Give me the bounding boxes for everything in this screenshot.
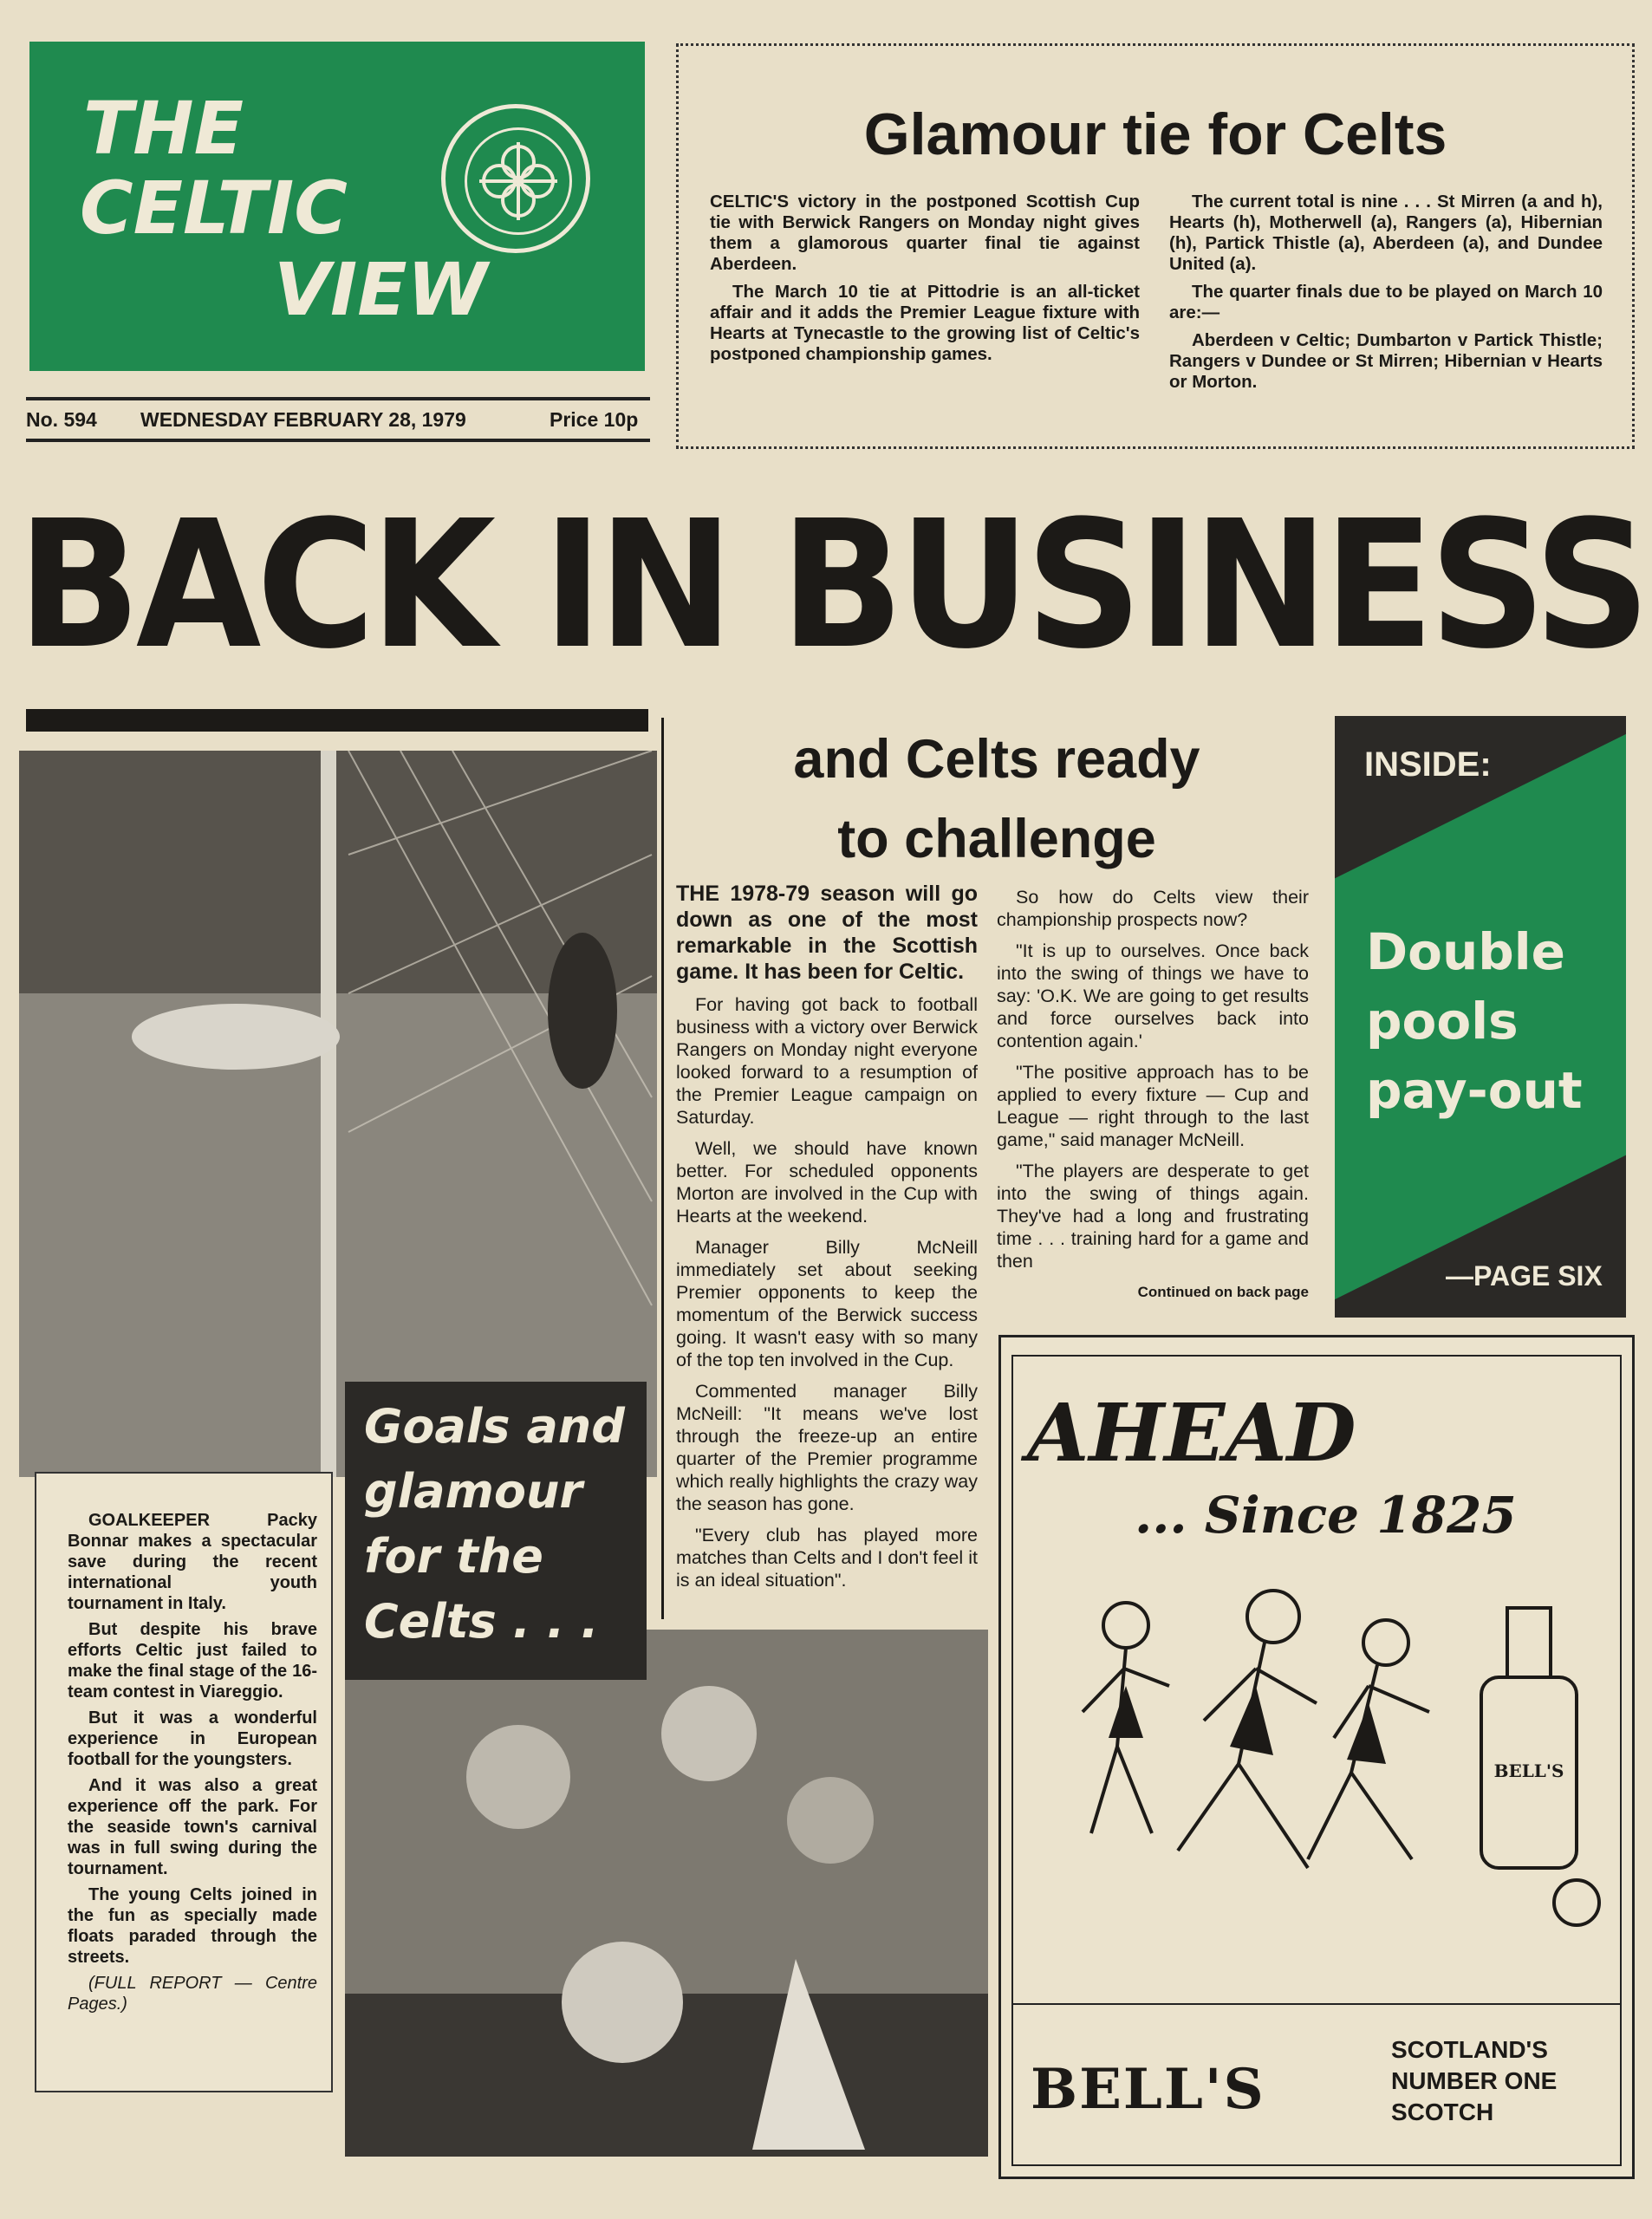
masthead-line-2: CELTIC (80, 166, 348, 251)
continued-note: Continued on back page (1137, 1284, 1309, 1300)
inside-headline (1366, 917, 1617, 1125)
photo-caption-box (35, 1472, 333, 2092)
section-rule (26, 709, 648, 732)
carnival-float-photo (345, 1630, 988, 2157)
advert-ahead: AHEAD (1027, 1386, 1356, 1480)
goals-line-2: glamour (364, 1464, 583, 1519)
story-col1-para-1: For having got back to football business with a victory over Berwick Rangers on Monday night everyone looked forward to a resumption of the Premier League campaign on Saturday. (676, 994, 978, 1128)
inside-label: INSIDE: (1364, 745, 1492, 784)
story-col2-para-4: "The players are desperate to get into the swing of things again. They've had a long and frustrating time . . . training hard for a game and then (997, 1161, 1309, 1272)
bells-advert (998, 1335, 1635, 2179)
goals-glamour-box (345, 1382, 647, 1680)
story-lead: THE 1978-79 season will go down as one of the most remarkable in the Scottish game. It has been for Celtic. (676, 882, 978, 984)
glamour-col1-para-1: CELTIC'S victory in the postponed Scottish Cup tie with Berwick Rangers on Monday night gives them a glamorous quarter final tie against Aberdeen. (710, 192, 1140, 274)
issue-info-bar (26, 397, 650, 442)
bottle-label: BELL'S (1493, 1760, 1564, 1781)
story-column-2 (997, 886, 1309, 1304)
inside-promo-box (1335, 716, 1626, 1318)
masthead-line-1: THE (83, 86, 244, 171)
subheadline-line-2: to challenge (837, 809, 1156, 869)
glamour-col2-para-3: Aberdeen v Celtic; Dumbarton v Partick Thistle; Rangers v Dundee or St Mirren; Hibernian v Hearts or Morton. (1169, 330, 1603, 392)
goals-line-4: Celts . . . (364, 1594, 599, 1649)
subheadline (676, 719, 1317, 879)
caption-para-2: But despite his brave efforts Celtic just failed to make the final stage of the 16-team contest in Viareggio. (68, 1620, 317, 1702)
story-col1-para-3: Manager Billy McNeill immediately set about seeking Premier opponents to keep the momentum of the Berwick success going. It wasn't easy with so many of the top ten involved in the Cup. (676, 1237, 978, 1370)
inside-line-2: pools (1366, 992, 1519, 1051)
advert-brand: BELL'S (1031, 2057, 1265, 2122)
glamour-col2-para-2: The quarter finals due to be played on March 10 are:— (1169, 282, 1603, 322)
masthead (29, 42, 645, 371)
glamour-col1-para-2: The March 10 tie at Pittodrie is an all-ticket affair and it adds the Premier League fixture with Hearts at Tynecastle to the growing list of Celtic's postponed championship games. (710, 282, 1140, 364)
issue-price: Price 10p (550, 408, 639, 431)
main-headline: BACK IN BUSINESS (17, 483, 1646, 687)
glamour-column-2 (1169, 192, 1603, 400)
glamour-headline: Glamour tie for Celts (863, 101, 1447, 167)
caption-note: (FULL REPORT — Centre Pages.) (68, 1974, 317, 2014)
story-col1-para-5: "Every club has played more matches than Celts and I don't feel it is an ideal situation". (676, 1525, 978, 1591)
goals-line-1: Goals and (364, 1399, 625, 1454)
inside-line-1: Double (1366, 922, 1566, 981)
glamour-column-1 (710, 192, 1140, 372)
goals-line-3: for the (364, 1529, 543, 1584)
inside-page-ref: —PAGE SIX (1446, 1260, 1603, 1292)
goalkeeper-save-photo (19, 751, 657, 1477)
advert-tagline-3: SCOTCH (1391, 2099, 1494, 2125)
column-divider (661, 718, 664, 1619)
glamour-tie-box (676, 43, 1635, 449)
story-col2-para-3: "The positive approach has to be applied to every fixture — Cup and League — right through to the last game," said manager McNeill. (997, 1062, 1309, 1150)
story-column-1 (676, 881, 978, 1600)
caption-para-5: The young Celts joined in the fun as specially made floats paraded through the streets. (68, 1885, 317, 1967)
advert-frame (1011, 1355, 1622, 2166)
story-col2-para-1: So how do Celts view their championship prospects now? (997, 887, 1309, 930)
story-col1-para-2: Well, we should have known better. For scheduled opponents Morton are involved in the Cup with Hearts at the weekend. (676, 1138, 978, 1227)
subheadline-line-1: and Celts ready (793, 729, 1200, 790)
caption-para-3: But it was a wonderful experience in European football for the youngsters. (68, 1708, 317, 1769)
glamour-col2-para-1: The current total is nine . . . St Mirren (a and h), Hearts (h), Motherwell (a), Rangers (a), Hibernian (h), Partick Thistle (a), Aberdeen (a), and Dundee United (a). (1169, 192, 1603, 274)
story-col2-para-2: "It is up to ourselves. Once back into the swing of things we have to say: 'O.K. We are going to get results and force ourselves back into contention again.' (997, 940, 1309, 1051)
advert-tagline-2: NUMBER ONE (1391, 2067, 1558, 2094)
caption-para-4: And it was also a great experience off the park. For the seaside town's carnival was in full swing during the tournament. (68, 1776, 317, 1878)
caption-para-1: GOALKEEPER Packy Bonnar makes a spectacular save during the recent international youth tournament in Italy. (68, 1511, 317, 1613)
advert-since: ... Since 1825 (1135, 1486, 1517, 1545)
runners-illustration (1048, 1573, 1603, 1937)
advert-divider (1013, 2003, 1620, 2005)
issue-date: WEDNESDAY FEBRUARY 28, 1979 (140, 408, 466, 431)
issue-number: No. 594 (26, 408, 97, 431)
advert-tagline (1391, 2034, 1557, 2128)
inside-line-3: pay-out (1366, 1061, 1583, 1120)
story-col1-para-4: Commented manager Billy McNeill: "It means we've lost through the freeze-up an entire quarter of the Premier programme which really highlights the crazy way the season has gone. (676, 1381, 978, 1514)
club-crest-icon (441, 104, 590, 253)
masthead-line-3: VIEW (274, 247, 488, 332)
advert-tagline-1: SCOTLAND'S (1391, 2036, 1548, 2063)
